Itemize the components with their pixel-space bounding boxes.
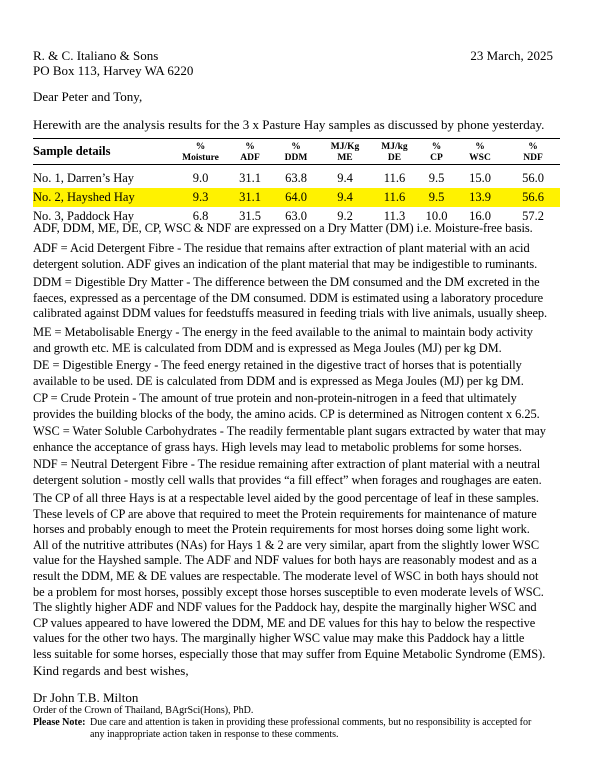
table-cell: 16.0 — [469, 209, 491, 223]
table-cell: 56.6 — [506, 188, 560, 207]
note-line-1: Due care and attention is taken in providing these professional comments, but no responsibility is accepted for — [90, 717, 532, 728]
sender-name: R. & C. Italiano & Sons — [33, 48, 159, 63]
col-header-de: MJ/kg DE — [381, 142, 408, 163]
discussion-paragraph: The CP of all three Hays is at a respectable level aided by the good percentage of leaf in these samples. These levels of CP are above that required to meet the Protein requirements for maintenance of mature horses and probably enough to meet the Protein requirements for most horses doing some light work. All of the nutritive attributes (NAs) for Hays 1 & 2 are very similar, apart from the slightly lower WSC value for the Hayshed sample. The ADF and NDF values for both hays are reasonably modest and as a result the DDM, ME & DE values are respectable. The moderate level of WSC in both hays should not be a problem for most horses, possibly except those horses susceptible to even moderate levels of WSC. The slightly higher ADF and NDF values for the Paddock hay, despite the marginally higher WSC and CP values appeared to have lowered the DDM, ME and DE values for this hay to below the respective values for the other two hays. The marginally higher WSC value may make this Paddock hay a little less suitable for some horses, especially those that may suffer from Equine Metabolic Syndrome (EMS). — [33, 491, 546, 661]
table-cell: No. 3, Paddock Hay — [33, 209, 135, 223]
table-cell: 9.4 — [320, 188, 370, 207]
closing: Kind regards and best wishes, — [33, 663, 189, 678]
table-cell: 57.2 — [522, 209, 544, 223]
table-row — [33, 165, 560, 189]
table-cell: 11.6 — [383, 171, 406, 185]
table-cell: No. 2, Hayshed Hay — [33, 188, 173, 207]
col-header-moisture: % Moisture — [182, 142, 219, 163]
definition-ndf: NDF = Neutral Detergent Fibre - The residue remaining after extraction of plant material with a neutral detergent solution - mostly cell walls that provides “a fill effect” when forages and roughages are eaten. — [33, 457, 542, 487]
table-cell: 31.1 — [228, 188, 272, 207]
col-header-cp: % CP — [430, 142, 443, 163]
table-cell: No. 1, Darren’s Hay — [33, 171, 135, 185]
letter-date: 23 March, 2025 — [470, 48, 553, 63]
definition-ddm: DDM = Digestible Dry Matter - The difference between the DM consumed and the DM excreted in the faeces, expressed as a percentage of the DM consumed. DDM is estimated using a laboratory procedure calibrated against DDM values for feedstuffs measured in feeding trials with live animals, usually sheep. — [33, 275, 548, 321]
table-cell: 6.8 — [192, 209, 209, 223]
col-header-sample: Sample details — [33, 144, 111, 158]
definition-me: ME = Metabolisable Energy - The energy in the feed available to the animal to maintain body activity and growth etc. ME is calculated from DDM and is expressed as Mega Joules (MJ) per kg DM. — [33, 325, 533, 355]
intro-text: Herewith are the analysis results for the 3 x Pasture Hay samples as discussed by phone yesterday. — [33, 117, 545, 132]
table-cell: 31.1 — [239, 171, 261, 185]
table-cell: 11.6 — [370, 188, 419, 207]
table-cell: 31.5 — [239, 209, 261, 223]
table-cell: 63.8 — [285, 171, 307, 185]
definition-de: DE = Digestible Energy - The feed energy retained in the digestive tract of horses that is potentially available to be used. DE is calculated from DDM and is expressed as Mega Joules (MJ) per kg DM. — [33, 358, 524, 388]
table-cell: 9.5 — [428, 171, 445, 185]
table-cell: 15.0 — [469, 171, 491, 185]
definition-wsc: WSC = Water Soluble Carbohydrates - The readily fermentable plant sugars extracted by water that may enhance the acceptance of grass hays. High levels may lead to metabolic problems for some horses. — [33, 424, 546, 454]
table-cell: 9.3 — [173, 188, 228, 207]
definition-adf: ADF = Acid Detergent Fibre - The residue that remains after extraction of plant material with an acid detergent solution. ADF gives an indication of the plant material that may be indigestible to ruminants. — [33, 241, 538, 271]
sender-address: PO Box 113, Harvey WA 6220 — [33, 63, 194, 78]
col-header-ddm: % DDM — [284, 142, 308, 163]
table-cell: 63.0 — [285, 209, 307, 223]
note-label: Please Note: — [33, 717, 86, 728]
note-line-2: any inappropriate action taken in response to these comments. — [90, 729, 339, 740]
table-header-row — [33, 139, 560, 165]
definition-cp: CP = Crude Protein - The amount of true protein and non-protein-nitrogen in a feed that ultimately provides the building blocks of the body, the amino acids. CP is determined as Nitrogen content x 6.25. — [33, 391, 540, 421]
col-header-me: MJ/Kg ME — [330, 142, 360, 163]
definition-basis: ADF, DDM, ME, DE, CP, WSC & NDF are expressed on a Dry Matter (DM) i.e. Moisture-free basis. — [33, 221, 533, 235]
table-cell: 64.0 — [272, 188, 320, 207]
table-cell: 11.3 — [383, 209, 406, 223]
table-cell: 56.0 — [522, 171, 544, 185]
col-header-wsc: % WSC — [469, 142, 491, 163]
col-header-ndf: % NDF — [523, 142, 543, 163]
signature-name: Dr John T.B. Milton — [33, 690, 139, 705]
table-cell: 9.5 — [419, 188, 454, 207]
table-cell: 9.0 — [192, 171, 209, 185]
table-cell: 10.0 — [425, 209, 448, 223]
signature-honours: Order of the Crown of Thailand, BAgrSci(Hons), PhD. — [33, 705, 254, 716]
table-row-highlighted — [33, 188, 560, 207]
table-cell: 9.4 — [337, 171, 353, 185]
col-header-adf: % ADF — [240, 142, 260, 163]
salutation: Dear Peter and Tony, — [33, 89, 143, 104]
results-table — [33, 138, 560, 226]
table-cell: 9.2 — [337, 209, 353, 223]
table-cell: 13.9 — [454, 188, 506, 207]
